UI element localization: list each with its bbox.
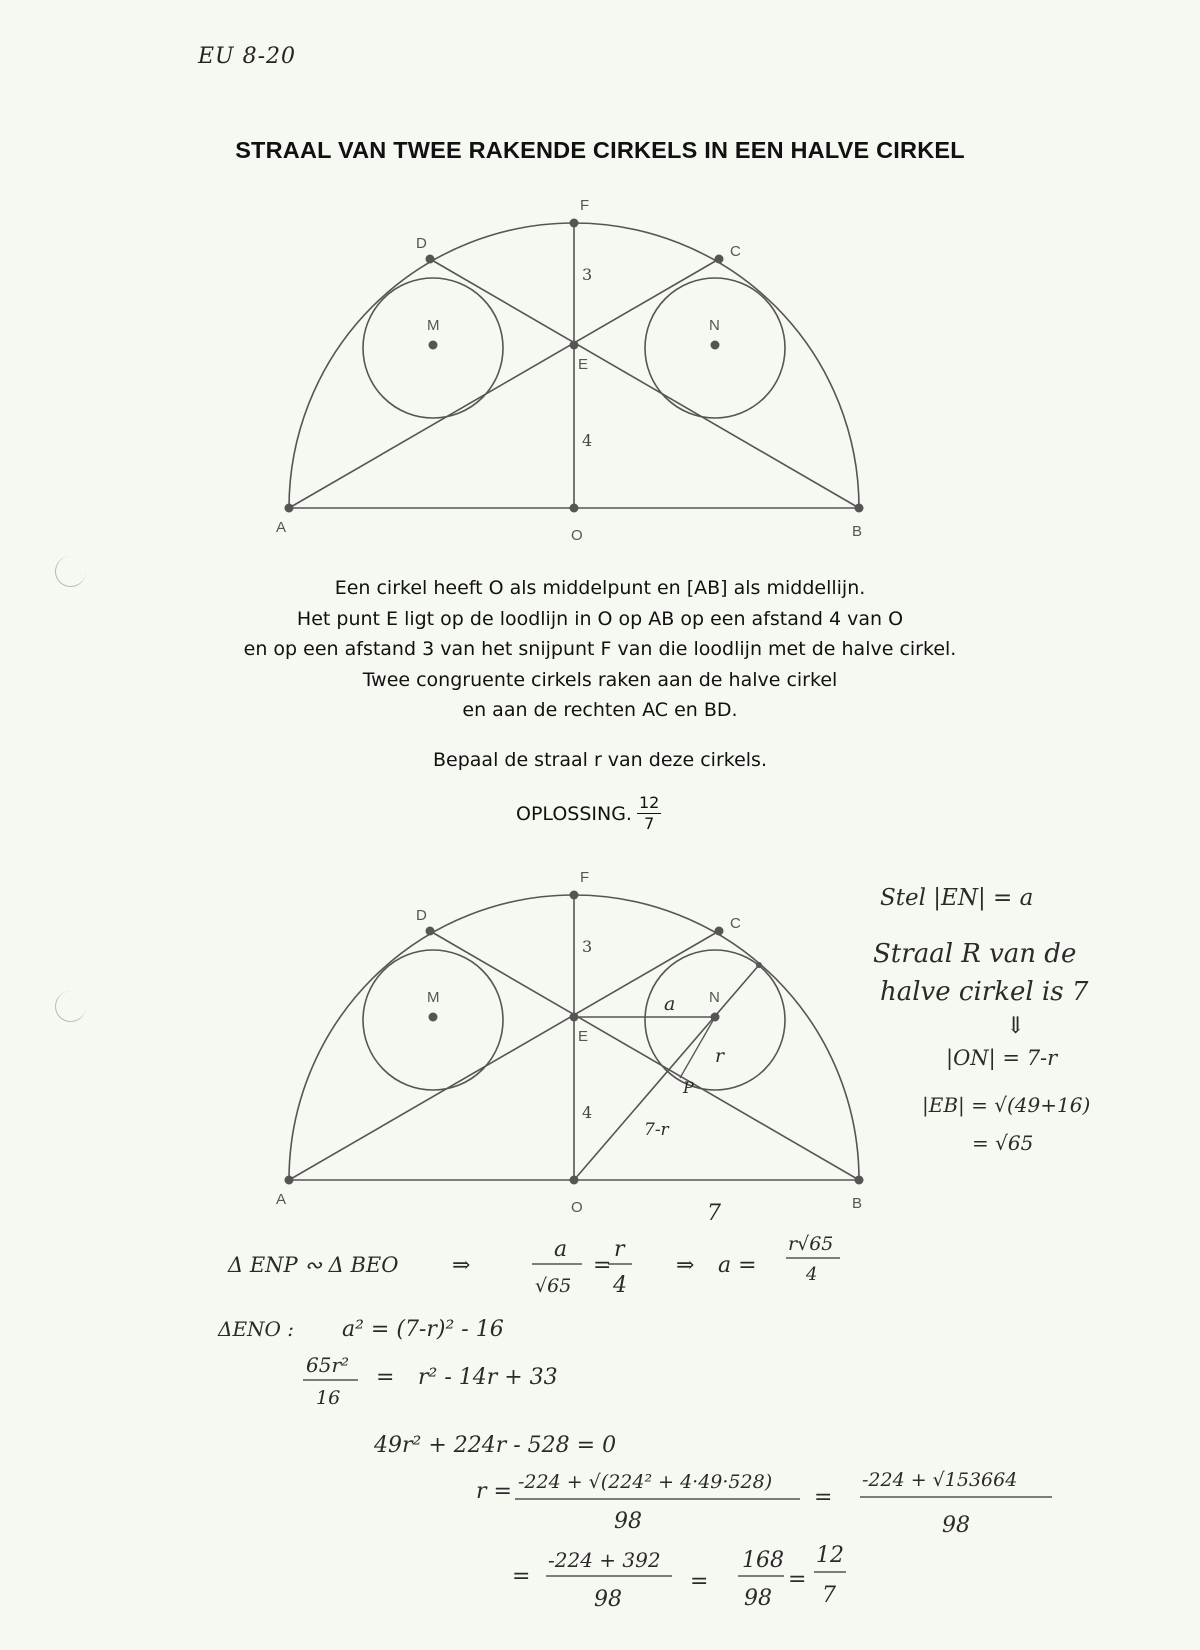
note-on: |ON| = 7-r — [946, 1046, 1058, 1070]
calc-pythagoras: a² = (7-r)² - 16 — [342, 1317, 504, 1342]
label-o-2: O — [571, 1199, 583, 1216]
point-c-2 — [715, 927, 724, 936]
note-eb-2: = √65 — [972, 1131, 1034, 1155]
calc-fraction-168-98 — [738, 1548, 784, 1611]
description-line: Een cirkel heeft O als middelpunt en [AB] als middellijn. — [334, 577, 866, 599]
solution-numerator: 12 — [638, 793, 660, 812]
label-c: C — [730, 243, 741, 260]
label-e-2: E — [578, 1028, 589, 1045]
label-o: O — [571, 527, 583, 544]
calc-eq-1: = — [593, 1253, 612, 1278]
solution-denominator: 7 — [644, 814, 655, 833]
label-e: E — [578, 356, 589, 373]
frac-num: -224 + √(224² + 4·49·528) — [518, 1471, 773, 1493]
calc-fraction-sqrt153664 — [860, 1469, 1052, 1538]
segment-np — [680, 1017, 715, 1078]
point-m-2 — [429, 1013, 438, 1022]
calc-rhs-2: r² - 14r + 33 — [418, 1365, 558, 1390]
calc-similar: Δ ENP ∾ Δ BEO — [228, 1253, 399, 1277]
frac-den: 98 — [942, 1513, 970, 1538]
length-ef-2: 3 — [582, 937, 593, 956]
frac-den: 98 — [744, 1586, 772, 1611]
frac-num: 168 — [742, 1548, 784, 1573]
label-d-2: D — [416, 907, 427, 924]
calc-fraction-r-sqrt65-4 — [786, 1233, 840, 1285]
note-radius-1: Straal R van de — [873, 939, 1077, 969]
point-f-2 — [570, 891, 579, 900]
label-m: M — [427, 317, 440, 334]
label-a-2: A — [276, 1191, 287, 1208]
calc-eq-2: = — [376, 1365, 395, 1390]
description-line: en op een afstand 3 van het snijpunt F van die loodlijn met de halve cirkel. — [243, 638, 957, 660]
hand-label-ob: 7 — [707, 1201, 721, 1226]
solution-label: OPLOSSING. — [516, 802, 632, 825]
label-d: D — [416, 235, 427, 252]
point-tangent — [756, 962, 762, 968]
length-oe: 4 — [582, 431, 593, 450]
calc-triangle-eno: ΔENO : — [218, 1317, 295, 1341]
calc-r-eq: r = — [476, 1479, 512, 1504]
calc-eq-3: = — [814, 1485, 833, 1510]
line-bd-2 — [430, 931, 859, 1180]
task-statement: Bepaal de straal r van deze cirkels. — [433, 749, 767, 771]
frac-num: r√65 — [788, 1233, 834, 1255]
point-e-2 — [570, 1013, 579, 1022]
point-o-2 — [570, 1176, 579, 1185]
frac-den: √65 — [535, 1275, 572, 1297]
description-line: Twee congruente cirkels raken aan de halve cirkel — [362, 668, 838, 691]
point-n-2 — [711, 1013, 720, 1022]
note-arrow: ⇓ — [1006, 1013, 1026, 1039]
frac-den: 98 — [594, 1587, 622, 1612]
label-f-2: F — [580, 869, 590, 886]
calc-fraction-65r2-16 — [303, 1353, 358, 1409]
frac-den: 4 — [613, 1273, 627, 1298]
point-b-2 — [855, 1176, 864, 1185]
hand-label-7-minus-r: 7-r — [644, 1120, 669, 1140]
frac-num: -224 + √153664 — [862, 1469, 1018, 1491]
label-n: N — [709, 317, 720, 334]
frac-num: 65r² — [306, 1353, 350, 1377]
label-c-2: C — [730, 915, 741, 932]
calc-eq-6: = — [788, 1567, 807, 1592]
calc-implies-2: ⇒ — [676, 1253, 695, 1278]
frac-num: r — [614, 1237, 625, 1262]
frac-num: -224 + 392 — [548, 1548, 661, 1572]
label-b-2: B — [852, 1195, 863, 1212]
note-radius-2: halve cirkel is 7 — [880, 977, 1089, 1007]
label-m-2: M — [427, 989, 440, 1006]
label-n-2: N — [709, 989, 720, 1006]
calc-fraction-12-7 — [814, 1543, 846, 1608]
calc-fraction-392 — [546, 1548, 672, 1612]
frac-den: 4 — [806, 1264, 818, 1285]
length-oe-2: 4 — [582, 1103, 593, 1122]
calc-implies-1: ⇒ — [452, 1253, 471, 1278]
hand-label-a: a — [664, 993, 676, 1015]
hand-label-p: P — [683, 1078, 694, 1097]
label-b: B — [852, 523, 863, 540]
frac-num: 12 — [816, 1543, 844, 1568]
frac-num: a — [554, 1237, 568, 1262]
calc-fraction-r-4 — [608, 1237, 632, 1298]
calc-fraction-a-sqrt65 — [532, 1237, 582, 1297]
calc-a-eq: a = — [718, 1253, 757, 1278]
label-f: F — [580, 197, 590, 214]
description-line: Het punt E ligt op de loodlijn in O op AB op een afstand 4 van O — [296, 607, 904, 630]
label-a: A — [276, 519, 287, 536]
reference-code: EU 8-20 — [198, 44, 297, 69]
calc-quadratic: 49r² + 224r - 528 = 0 — [374, 1433, 617, 1458]
frac-den: 7 — [822, 1583, 836, 1608]
frac-den: 98 — [614, 1509, 642, 1534]
point-a-2 — [285, 1176, 294, 1185]
calc-eq-4: = — [512, 1564, 531, 1589]
note-let-en: Stel |EN| = a — [880, 885, 1034, 911]
page-title: STRAAL VAN TWEE RAKENDE CIRKELS IN EEN HALVE CIRKEL — [235, 137, 965, 163]
frac-den: 16 — [316, 1387, 341, 1409]
description-line: en aan de rechten AC en BD. — [462, 699, 738, 721]
calc-quadratic-formula — [515, 1471, 800, 1534]
length-ef: 3 — [582, 265, 593, 284]
note-eb: |EB| = √(49+16) — [922, 1093, 1091, 1117]
point-d-2 — [426, 927, 435, 936]
hand-label-r: r — [715, 1045, 725, 1067]
calc-eq-5: = — [690, 1569, 709, 1594]
